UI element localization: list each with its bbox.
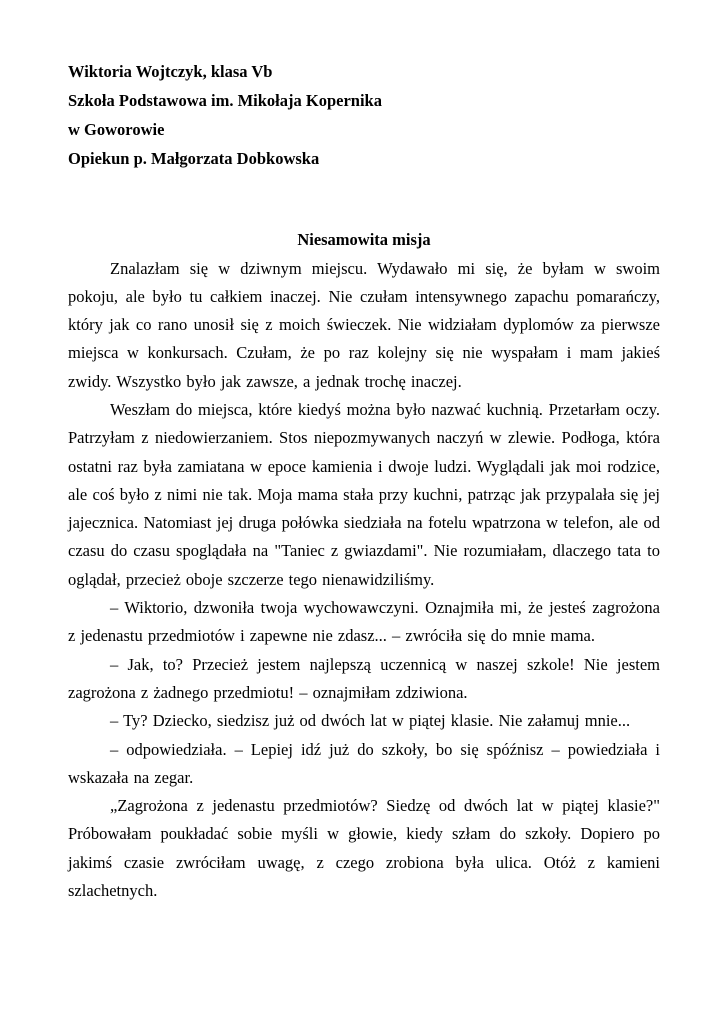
paragraph-dialogue-mother: – Wiktorio, dzwoniła twoja wychowawczyni. Oznajmiła mi, że jesteś zagrożona z jedenastu przedmiotów i zapewne nie zdasz... – zwróciła się do mnie mama.: [68, 598, 660, 646]
document-title: Niesamowita misja: [297, 230, 431, 249]
document-header: [68, 57, 660, 173]
paragraph-dialogue-mother-2: – Ty? Dziecko, siedzisz już od dwóch lat w piątej klasie. Nie załamuj mnie...: [110, 711, 631, 731]
school-location-line: w Goworowie: [68, 120, 165, 139]
paragraph-street: „Zagrożona z jedenastu przedmiotów? Siedzę od dwóch lat w piątej klasie?" Próbowałam poukładać sobie myśli w głowie, kiedy szłam do szkoły. Dopiero po jakimś czasie zwróciłam uwagę, z czego zrobiona była ulica. Otóż z kamieni szlachetnych.: [68, 796, 660, 901]
paragraph-dialogue-reply: – Jak, to? Przecież jestem najlepszą uczennicą w naszej szkole! Nie jestem zagrożona z żadnego przedmiotu! – oznajmiłam zdziwiona.: [68, 654, 660, 702]
paragraph-kitchen: Weszłam do miejsca, które kiedyś można było nazwać kuchnią. Przetarłam oczy. Patrzyłam z niedowierzaniem. Stos niepozmywanych naczyń w zlewie. Podłoga, która ostatni raz była zamiatana w epoce kamienia i dwoje ludzi. Wyglądali jak moi rodzice, ale coś było z nimi nie tak. Moja mama stała przy kuchni, patrząc jak przypalała się jej jajecznica. Natomiast jej druga połówka siedziała na fotelu wpatrzona w telefon, ale od czasu do czasu spoglądała na "Taniec z gwiazdami". Nie rozumiałam, dlaczego tata to oglądał, przecież oboje szczerze tego nienawidziliśmy.: [68, 399, 660, 589]
school-name-line: Szkoła Podstawowa im. Mikołaja Kopernika: [68, 91, 382, 110]
supervisor-line: Opiekun p. Małgorzata Dobkowska: [68, 149, 320, 168]
author-class-line: Wiktoria Wojtczyk, klasa Vb: [68, 62, 273, 81]
paragraph-dialogue-clock: – odpowiedziała. – Lepiej idź już do szkoły, bo się spóźnisz – powiedziała i wskazała na zegar.: [68, 739, 660, 787]
paragraph-intro: Znalazłam się w dziwnym miejscu. Wydawało mi się, że byłam w swoim pokoju, ale było tu całkiem inaczej. Nie czułam intensywnego zapachu pomarańczy, który jak co rano unosił się z moich świeczek. Nie widziałam dyplomów za pierwsze miejsca w konkursach. Czułam, że po raz kolejny się nie wyspałam i mam jakieś zwidy. Wszystko było jak zawsze, a jednak trochę inaczej.: [68, 258, 660, 391]
